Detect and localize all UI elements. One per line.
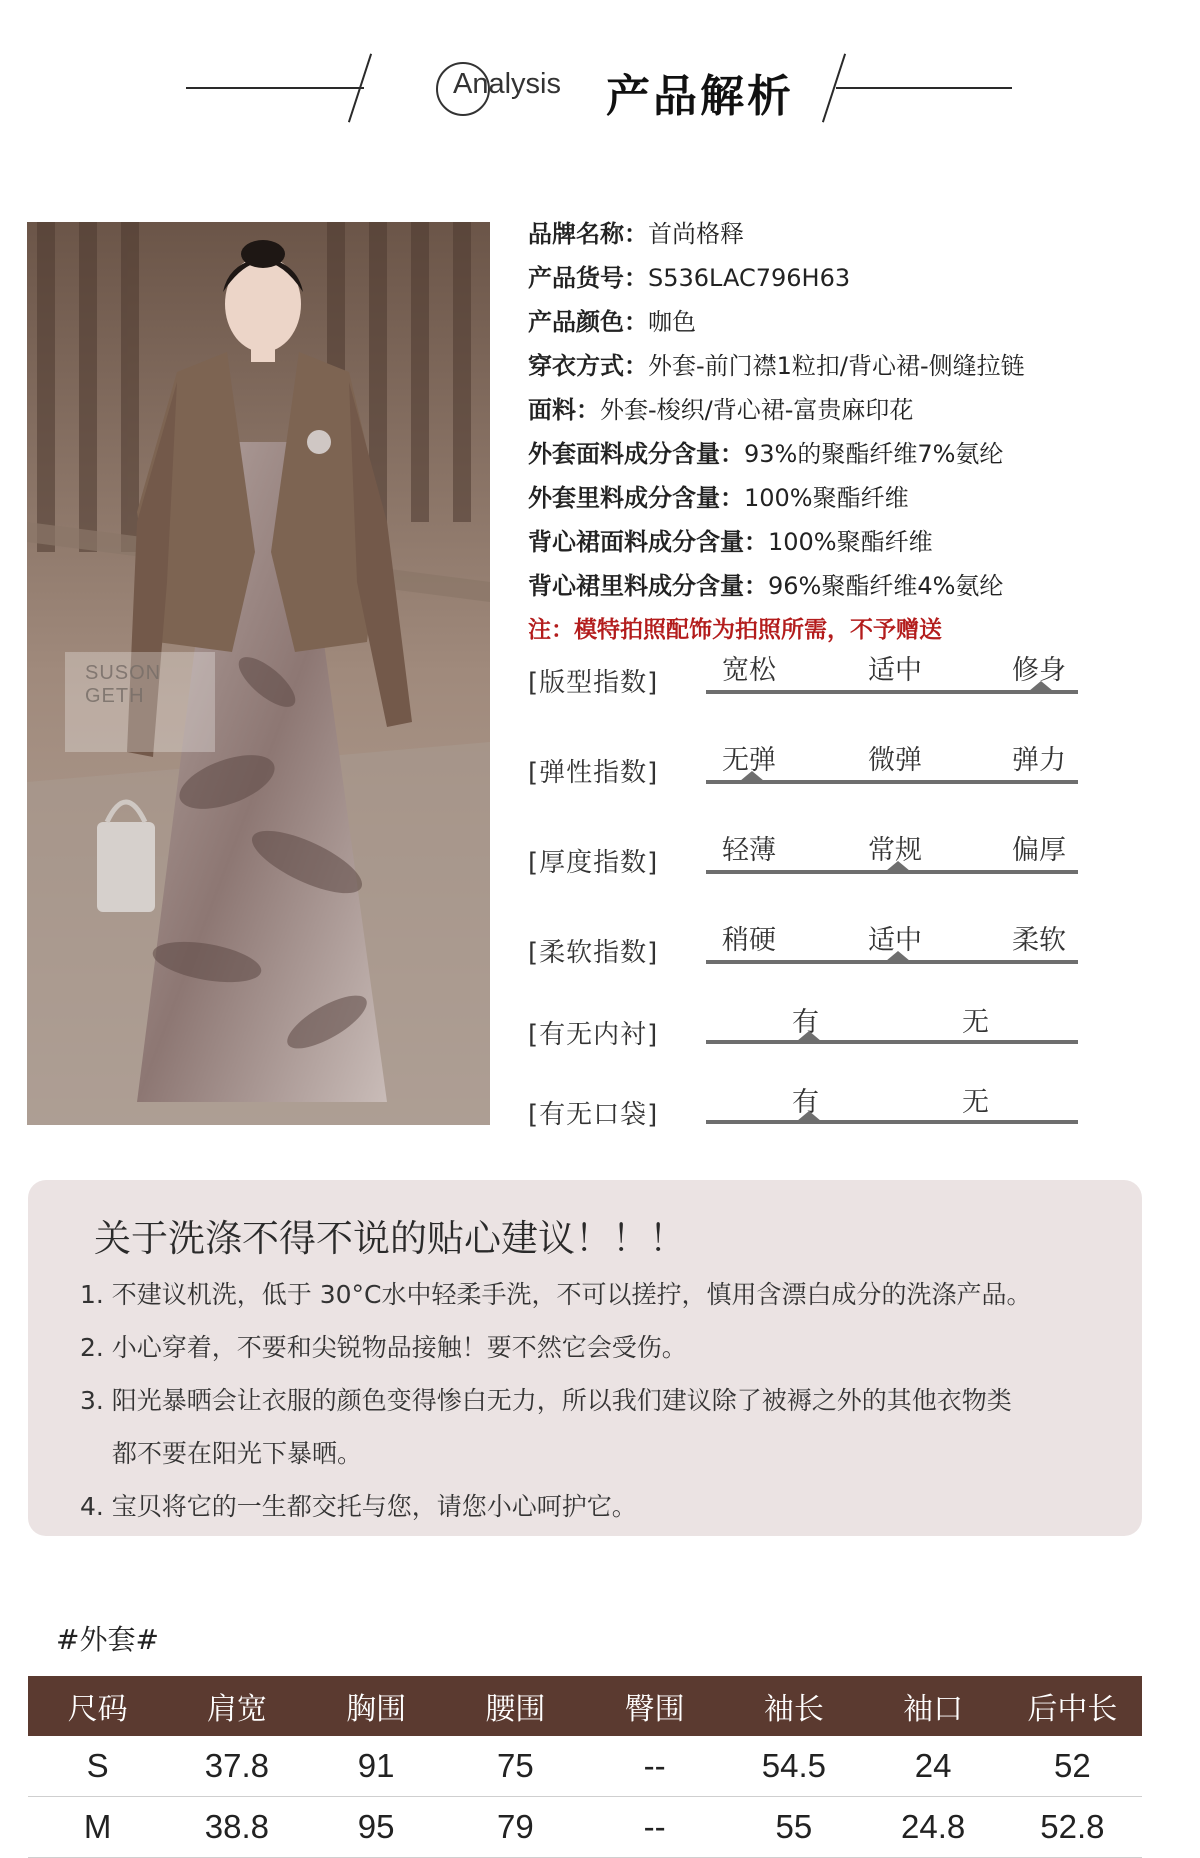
header-cell: 肩宽 [206, 1692, 267, 1727]
header-cell: 腰围 [485, 1692, 546, 1727]
header-cell: 袖长 [763, 1692, 824, 1727]
index-option: 微弹 [868, 745, 922, 776]
table-row [28, 1797, 1142, 1858]
index-marker [1029, 681, 1053, 691]
index-option: 柔软 [1012, 925, 1066, 956]
index-option: 有 [792, 1007, 819, 1038]
index-option: 有 [792, 1087, 819, 1118]
spec-dress-lining: 背心裙里料成分含量：96%聚酯纤维4%氨纶 [528, 572, 1004, 600]
index-bar [706, 1040, 1078, 1044]
size-section-title: #外套# [56, 1623, 159, 1656]
spec-jacket-lining: 外套里料成分含量：100%聚酯纤维 [528, 484, 909, 512]
index-option: 适中 [868, 925, 922, 956]
header-left-line [186, 87, 364, 89]
index-option: 稍硬 [722, 925, 776, 956]
index-label: [弹性指数] [528, 758, 659, 788]
spec-brand: 品牌名称：首尚格释 [528, 220, 744, 248]
index-option: 常规 [868, 835, 922, 866]
table-cell: 75 [497, 1747, 534, 1784]
table-cell: 24.8 [901, 1808, 966, 1845]
index-option: 修身 [1012, 655, 1066, 686]
table-cell: 37.8 [204, 1747, 269, 1784]
advice-item: 都不要在阳光下暴晒。 [112, 1439, 363, 1468]
index-option: 偏厚 [1012, 835, 1066, 866]
table-cell: 55 [775, 1808, 813, 1845]
index-marker [740, 771, 764, 781]
table-cell: S [86, 1747, 109, 1784]
table-cell: 54.5 [761, 1747, 826, 1784]
index-label: [有无口袋] [528, 1100, 659, 1130]
index-marker [797, 1031, 821, 1041]
spec-jacket-shell: 外套面料成分含量：93%的聚酯纤维7%氨纶 [528, 440, 1004, 468]
index-option: 弹力 [1012, 745, 1066, 776]
analysis-label: Analysis [453, 68, 561, 100]
index-bar [706, 1120, 1078, 1124]
index-label: [版型指数] [528, 668, 659, 698]
spec-color: 产品颜色：咖色 [528, 308, 696, 336]
index-option: 无 [962, 1007, 989, 1038]
table-cell: -- [643, 1747, 666, 1784]
index-marker [797, 1111, 821, 1121]
table-cell: M [83, 1808, 112, 1845]
wash-advice-panel [28, 1180, 1142, 1536]
index-label: [有无内衬] [528, 1020, 659, 1050]
index-option: 轻薄 [722, 835, 776, 866]
spec-sku: 产品货号：S536LAC796H63 [528, 264, 851, 292]
index-option: 适中 [868, 655, 922, 686]
page-title: 产品解析 [606, 71, 794, 122]
watermark-text: SUSON GETH [85, 662, 162, 707]
size-table [28, 1676, 1142, 1858]
index-option: 无 [962, 1087, 989, 1118]
product-photo [27, 222, 490, 1125]
index-marker [886, 861, 910, 871]
table-cell: -- [643, 1808, 666, 1845]
header-cell: 袖口 [903, 1692, 964, 1727]
table-cell: 52.8 [1040, 1808, 1105, 1845]
advice-title: 关于洗涤不得不说的贴心建议！！！ [94, 1217, 686, 1260]
advice-item: 3. 阳光暴晒会让衣服的颜色变得惨白无力，所以我们建议除了被褥之外的其他衣物类 [80, 1386, 1012, 1415]
header-cell: 后中长 [1027, 1692, 1118, 1727]
spec-dress-shell: 背心裙面料成分含量：100%聚酯纤维 [528, 528, 933, 556]
index-label: [厚度指数] [528, 848, 659, 878]
spec-wear-style: 穿衣方式：外套-前门襟1粒扣/背心裙-侧缝拉链 [528, 352, 1025, 380]
table-cell: 79 [497, 1808, 534, 1845]
advice-item: 4. 宝贝将它的一生都交托与您，请您小心呵护它。 [80, 1492, 637, 1521]
advice-item: 1. 不建议机洗，低于 30°C水中轻柔手洗，不可以搓拧，慎用含漂白成分的洗涤产品。 [80, 1280, 1032, 1309]
spec-fabric: 面料：外套-梭织/背心裙-富贵麻印花 [528, 396, 914, 424]
index-marker [886, 951, 910, 961]
index-bar [706, 690, 1078, 694]
table-cell: 91 [357, 1747, 395, 1784]
table-row [28, 1736, 1142, 1797]
table-cell: 52 [1054, 1747, 1091, 1784]
index-option: 宽松 [722, 655, 776, 686]
watermark [65, 652, 215, 752]
index-label: [柔软指数] [528, 938, 659, 968]
spec-list [528, 212, 1025, 652]
header-cell: 臀围 [624, 1692, 685, 1727]
table-cell: 38.8 [204, 1808, 269, 1845]
table-header [28, 1676, 1142, 1736]
header-right-line [836, 87, 1012, 89]
table-cell: 95 [357, 1808, 395, 1845]
advice-item: 2. 小心穿着，不要和尖锐物品接触！要不然它会受伤。 [80, 1333, 687, 1362]
table-cell: 24 [914, 1747, 952, 1784]
header-cell: 尺码 [67, 1692, 128, 1727]
accessory-note: 注：模特拍照配饰为拍照所需，不予赠送 [528, 617, 942, 643]
index-option: 无弹 [722, 745, 776, 776]
header-cell: 胸围 [346, 1692, 407, 1727]
